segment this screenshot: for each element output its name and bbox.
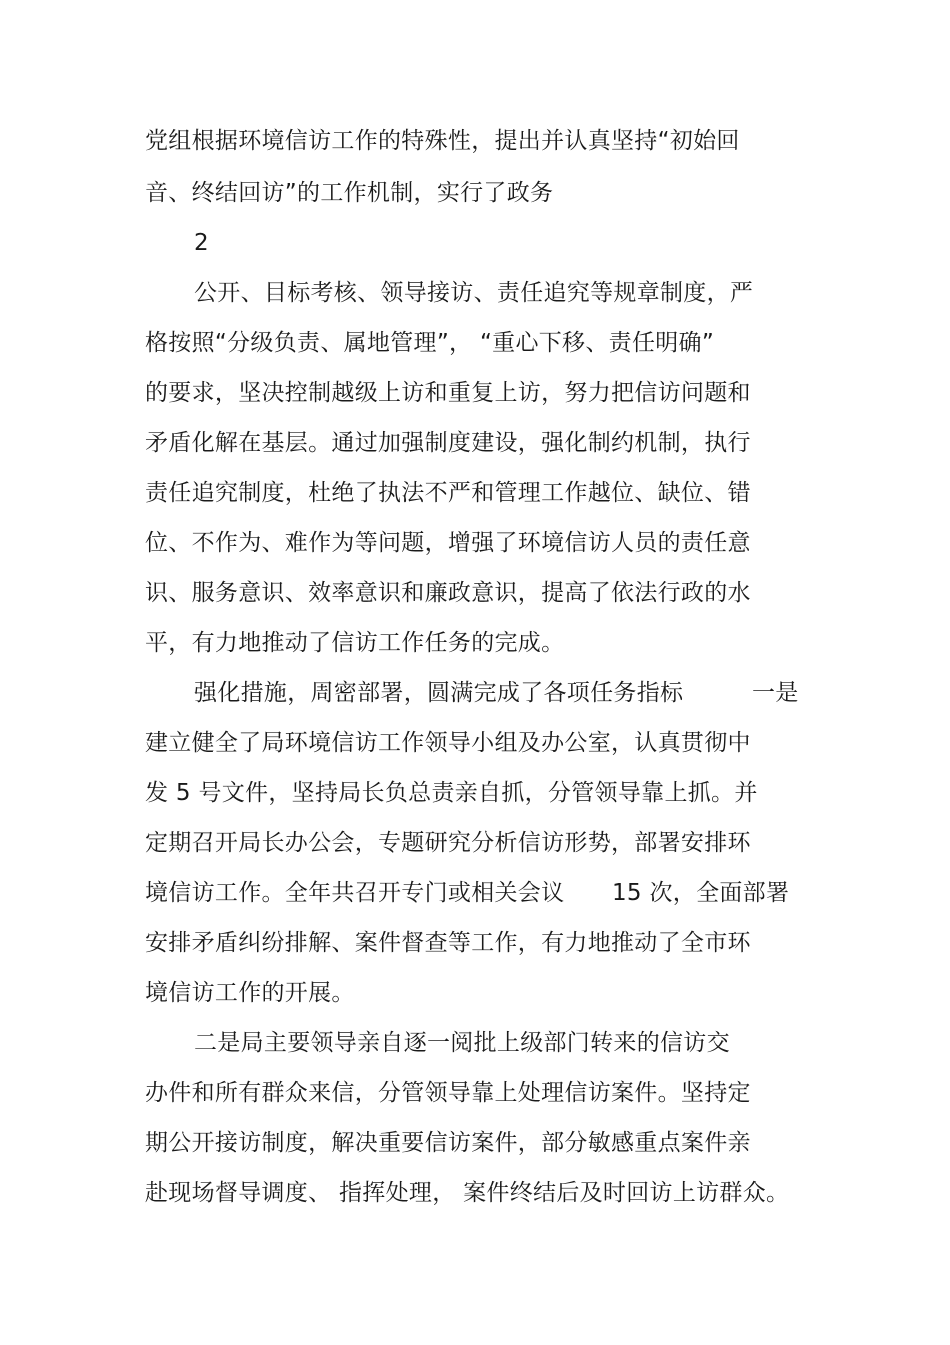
text-line: 音、终结回访”的工作机制，实行了政务 (145, 180, 554, 206)
text-line: 矛盾化解在基层。通过加强制度建设，强化制约机制，执行 (145, 430, 751, 456)
text-line: 位、不作为、难作为等问题，增强了环境信访人员的责任意 (145, 530, 751, 556)
text-line: 发 5 号文件，坚持局长负总责亲自抓，分管领导靠上抓。并 (145, 780, 758, 806)
text-line: 境信访工作。全年共召开专门或相关会议 (145, 880, 565, 906)
text-line: 安排矛盾纠纷排解、案件督查等工作，有力地推动了全市环 (145, 930, 751, 956)
text-line: 境信访工作的开展。 (145, 980, 355, 1006)
text-line: 平，有力地推动了信访工作任务的完成。 (145, 630, 565, 656)
text-line: 识、服务意识、效率意识和廉政意识，提高了依法行政的水 (145, 580, 751, 606)
text-fragment: 一是 (752, 680, 799, 706)
page-number: 2 (194, 230, 209, 256)
text-fragment: 15 次，全面部署 (612, 880, 790, 906)
text-line: 办件和所有群众来信，分管领导靠上处理信访案件。坚持定 (145, 1080, 751, 1106)
text-line: 赴现场督导调度、 指挥处理， 案件终结后及时回访上访群众。 (145, 1180, 790, 1206)
text-line: 党组根据环境信访工作的特殊性，提出并认真坚持“初始回 (145, 128, 740, 154)
text-line: 格按照“分级负责、属地管理”， “重心下移、责任明确” (145, 330, 715, 356)
text-line: 的要求，坚决控制越级上访和重复上访，努力把信访问题和 (145, 380, 751, 406)
text-line: 责任追究制度，杜绝了执法不严和管理工作越位、缺位、错 (145, 480, 751, 506)
text-line: 定期召开局长办公会，专题研究分析信访形势，部署安排环 (145, 830, 751, 856)
text-line: 公开、目标考核、领导接访、责任追究等规章制度，严 (194, 280, 754, 306)
text-line: 建立健全了局环境信访工作领导小组及办公室，认真贯彻中 (145, 730, 751, 756)
text-line: 二是局主要领导亲自逐一阅批上级部门转来的信访交 (194, 1030, 730, 1056)
paragraph-heading: 强化措施，周密部署，圆满完成了各项任务指标 (194, 680, 684, 706)
text-line: 期公开接访制度，解决重要信访案件，部分敏感重点案件亲 (145, 1130, 751, 1156)
